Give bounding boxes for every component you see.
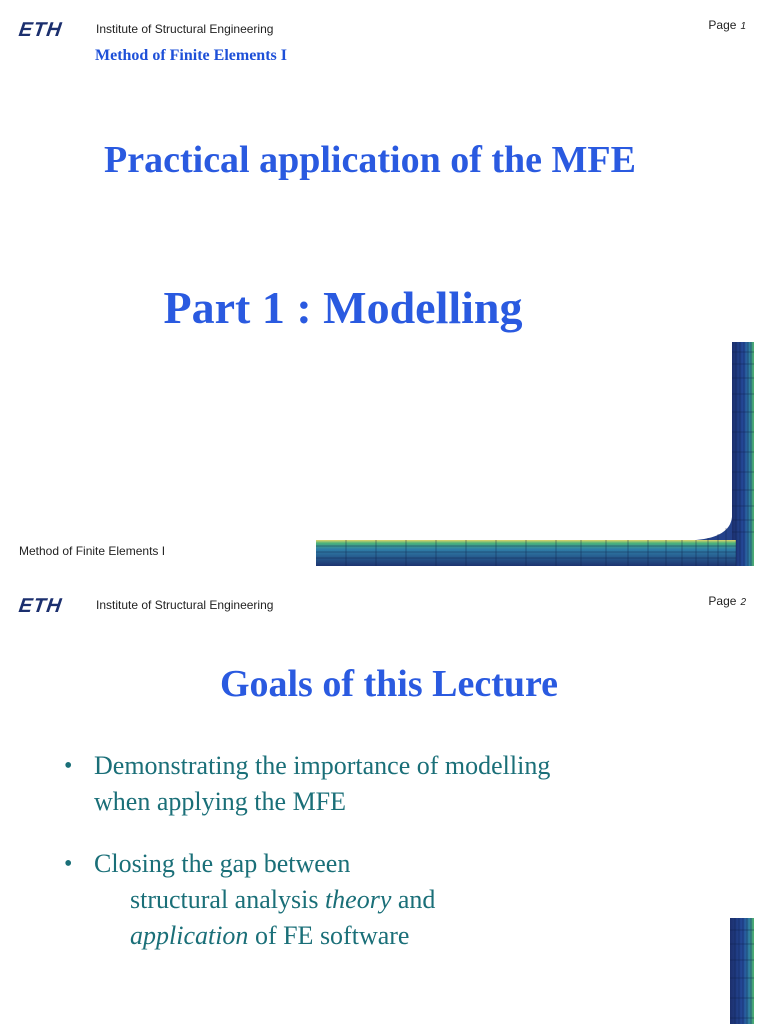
page-label: Page bbox=[708, 594, 737, 608]
goals-list bbox=[64, 748, 550, 980]
page-indicator bbox=[708, 18, 746, 32]
bullet-text: Demonstrating the importance of modelling bbox=[94, 751, 551, 780]
page-number: 1 bbox=[740, 21, 746, 32]
bullet-continuation bbox=[94, 918, 550, 954]
bullet-continuation bbox=[94, 882, 550, 918]
bullet-text: structural analysis bbox=[130, 885, 325, 914]
page-number: 2 bbox=[740, 597, 746, 608]
bullet-text: Closing the gap between bbox=[94, 849, 351, 878]
fe-mesh-illustration bbox=[316, 342, 768, 566]
bullet-text: and bbox=[391, 885, 436, 914]
bullet-emphasis: theory bbox=[324, 885, 392, 914]
slide-title: Practical application of the MFE bbox=[104, 139, 636, 181]
list-item bbox=[64, 748, 550, 820]
eth-logo: ETH bbox=[17, 595, 64, 617]
bullet-emphasis: application bbox=[130, 921, 249, 950]
bullet-text: when applying the MFE bbox=[94, 787, 347, 816]
slide-2 bbox=[0, 576, 768, 1024]
page-indicator bbox=[708, 594, 746, 608]
slide-title: Goals of this Lecture bbox=[219, 663, 559, 705]
page-label: Page bbox=[708, 18, 737, 32]
slide-footer: Method of Finite Elements I bbox=[19, 544, 166, 558]
eth-logo: ETH bbox=[17, 19, 64, 41]
part-title: Part 1 : Modelling bbox=[163, 282, 523, 333]
course-subtitle: Method of Finite Elements I bbox=[95, 47, 287, 64]
bullet-text: of FE software bbox=[248, 921, 410, 950]
list-item bbox=[64, 846, 550, 954]
institute-name: Institute of Structural Engineering bbox=[96, 598, 274, 612]
fe-mesh-illustration bbox=[730, 918, 754, 1024]
bullet-icon: • bbox=[64, 851, 73, 877]
bullet-icon: • bbox=[64, 753, 73, 779]
institute-name: Institute of Structural Engineering bbox=[96, 22, 274, 36]
